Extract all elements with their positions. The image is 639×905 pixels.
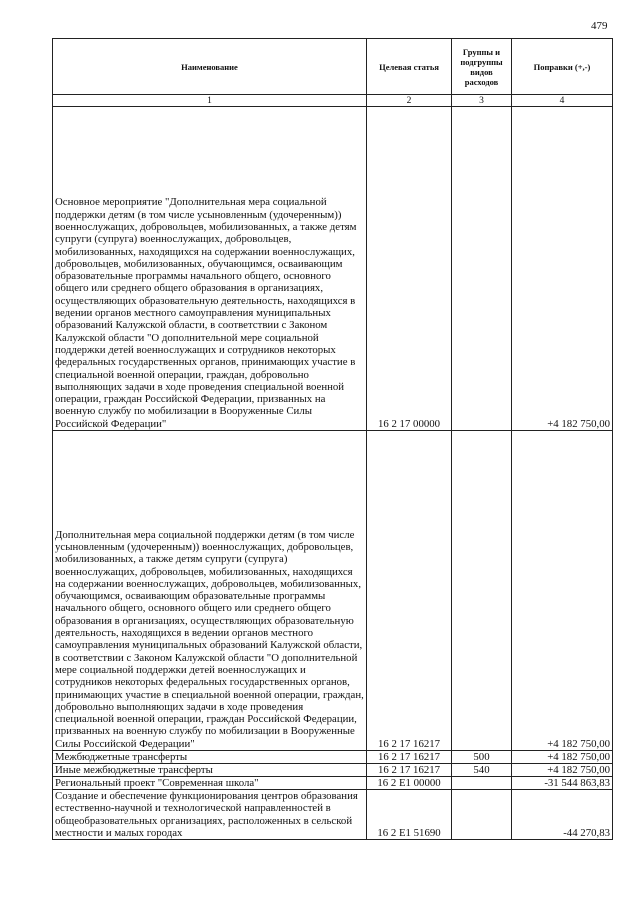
row-target-code: 16 2 17 16217 bbox=[367, 764, 452, 777]
budget-amendments-table bbox=[52, 38, 613, 840]
column-number: 1 bbox=[53, 95, 367, 107]
column-number: 3 bbox=[452, 95, 512, 107]
row-amount: +4 182 750,00 bbox=[512, 764, 613, 777]
row-name: Создание и обеспечение функционирования центров образования естественно-научной и технологической направленностей в общеобразовательных организациях, расположенных в сельской местности и малых городах bbox=[53, 790, 367, 840]
table-row bbox=[53, 764, 613, 777]
row-target-code: 16 2 Е1 00000 bbox=[367, 777, 452, 790]
row-amount: +4 182 750,00 bbox=[512, 107, 613, 431]
row-target-code: 16 2 17 00000 bbox=[367, 107, 452, 431]
table-row bbox=[53, 790, 613, 840]
row-target-code: 16 2 17 16217 bbox=[367, 751, 452, 764]
row-name: Межбюджетные трансферты bbox=[53, 751, 367, 764]
table-row bbox=[53, 431, 613, 751]
row-amount: +4 182 750,00 bbox=[512, 751, 613, 764]
header-name: Наименование bbox=[53, 39, 367, 95]
header-target-article: Целевая статья bbox=[367, 39, 452, 95]
page-number: 479 bbox=[591, 20, 608, 32]
row-amount: +4 182 750,00 bbox=[512, 431, 613, 751]
row-name: Иные межбюджетные трансферты bbox=[53, 764, 367, 777]
row-expense-group: 540 bbox=[452, 764, 512, 777]
row-expense-group bbox=[452, 790, 512, 840]
row-name: Региональный проект "Современная школа" bbox=[53, 777, 367, 790]
row-expense-group bbox=[452, 107, 512, 431]
table-header-row bbox=[53, 39, 613, 95]
row-expense-group: 500 bbox=[452, 751, 512, 764]
row-target-code: 16 2 17 16217 bbox=[367, 431, 452, 751]
row-name: Дополнительная мера социальной поддержки детям (в том числе усыновленным (удочеренным)) военнослужащих, добровольцев, мобилизованных, а также детям супруги (супруга) военнослужащих, добровольцев, мобилизованных, находящихся на содержании военнослужащих, добровольцев, мобилизованных, обучающимся, осваивающим образовательные программы начального общего, основного общего или среднего общего образования в организациях, осуществляющих образовательную деятельность, находящихся в ведении органов местного самоуправления муниципальных образований Калужской области, в соответствии с Законом Калужской области "О дополнительной мере социальной поддержки детей военнослужащих и сотрудников некоторых федеральных государственных органов, принимающих участие в специальной военной операции, граждан, добровольно выполняющих задачи в ходе проведения специальной военной операции, граждан Российской Федерации, призванных на военную службу по мобилизации в Вооруженные Силы Российской Федерации" bbox=[53, 431, 367, 751]
table-row bbox=[53, 751, 613, 764]
row-target-code: 16 2 Е1 51690 bbox=[367, 790, 452, 840]
table-row bbox=[53, 777, 613, 790]
row-amount: -31 544 863,83 bbox=[512, 777, 613, 790]
row-name: Основное мероприятие "Дополнительная мера социальной поддержки детям (в том числе усыновленным (удочеренным)) военнослужащих, добровольцев, мобилизованных, а также детям супруги (супруга) военнослужащих, добровольцев, мобилизованных, находящихся на содержании военнослужащих, добровольцев, мобилизованных, обучающимся, осваивающим образовательные программы начального общего, основного общего или среднего общего образования в организациях, осуществляющих образовательную деятельность, находящихся в ведении органов местного самоуправления муниципальных образований Калужской области, в соответствии с Законом Калужской области "О дополнительной мере социальной поддержки детей военнослужащих и сотрудников некоторых федеральных государственных органов, принимающих участие в специальной военной операции, граждан, добровольно выполняющих задачи в ходе проведения специальной военной операции, граждан Российской Федерации, призванных на военную службу по мобилизации в Вооруженные Силы Российской Федерации" bbox=[53, 107, 367, 431]
table-row bbox=[53, 107, 613, 431]
header-amendments: Поправки (+,-) bbox=[512, 39, 613, 95]
header-expense-groups: Группы и подгруппы видов расходов bbox=[452, 39, 512, 95]
column-number: 4 bbox=[512, 95, 613, 107]
column-number-row bbox=[53, 95, 613, 107]
row-expense-group bbox=[452, 777, 512, 790]
row-expense-group bbox=[452, 431, 512, 751]
row-amount: -44 270,83 bbox=[512, 790, 613, 840]
column-number: 2 bbox=[367, 95, 452, 107]
